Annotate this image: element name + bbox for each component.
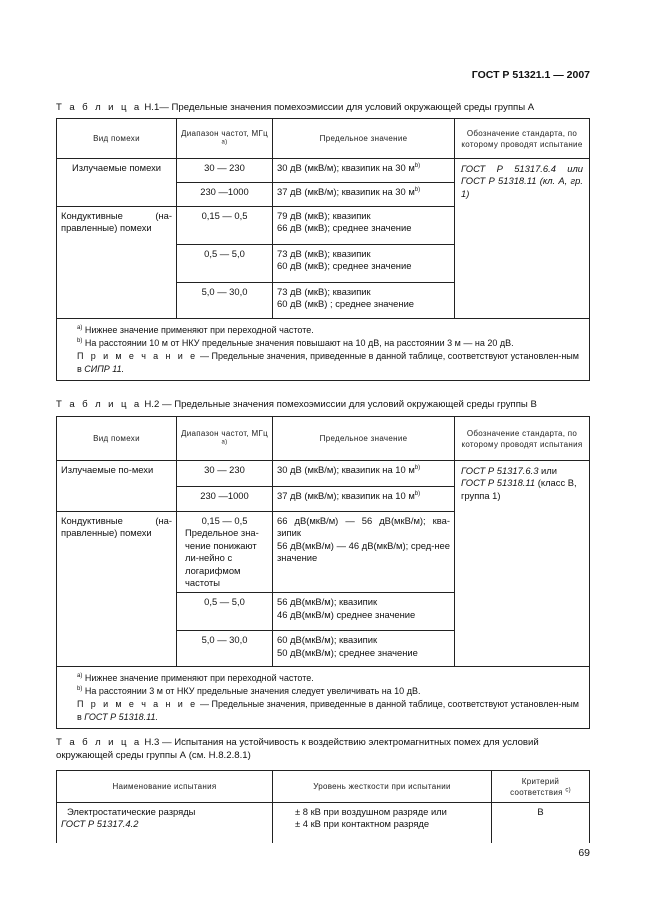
table3-caption-text: Н.3 — Испытания на устойчивость к воздействию электромагнитных помех для условий окружающей среды группы А (см. Н.8.2.8.1): [56, 737, 539, 761]
table2-caption-text: Н.2 — Предельные значения помехоэмиссии для условий окружающей среды группы В: [144, 399, 537, 410]
table1-freq-cell: 5,0 — 30,0: [177, 283, 273, 319]
table1-conducted-label: Кондуктивные (на-правленные) помехи: [57, 207, 177, 319]
table3-header-name: Наименование испытания: [57, 771, 273, 803]
table1: [56, 118, 590, 381]
table1-radiated-label: Излучаемые помехи: [57, 159, 177, 207]
table3-row-criterion: B: [492, 803, 590, 843]
table3-row-name: Электростатические разряды ГОСТ Р 51317.4.2: [57, 803, 273, 843]
table1-note-a: $^{а)}$ Нижнее значение применяют при переходной частоте.: [77, 325, 314, 335]
table1-limit-cell: 79 дВ (мкВ); квазипик 66 дВ (мкВ); среднее значение: [273, 207, 455, 245]
table1-note-b: $^{b)}$ На расстоянии 10 м от НКУ предельные значения повышают на 10 дВ, на расстоянии 3 м — на 20 дВ.: [77, 338, 514, 348]
table1-limit-cell: 73 дВ (мкВ); квазипик 60 дВ (мкВ); среднее значение: [273, 245, 455, 283]
table1-limit-cell: 37 дВ (мкВ/м); квазипик на 30 $м^{b)}$: [273, 183, 455, 207]
page-number: 69: [578, 847, 590, 859]
table2-freq-cell: 30 — 230: [177, 461, 273, 487]
table2-conducted-label: Кондуктивные (на-правленные) помехи: [57, 512, 177, 667]
table2-remark: П р и м е ч а н и е — Предельные значения, приведенные в данной таблице, соответствуют установлен-ным в ГОСТ Р 51318.11.: [77, 699, 579, 723]
table2-note-a: $^{а)}$ Нижнее значение применяют при переходной частоте.: [77, 673, 314, 684]
table1-freq-cell: 0,5 — 5,0: [177, 245, 273, 283]
table1-header-type: Вид помехи: [57, 119, 177, 159]
table2-limit-cell: 30 дВ (мкВ/м); квазипик на 10 $м^{b)}$: [273, 461, 455, 487]
table1-header-standard: Обозначение стандарта, по которому проводят испытание: [455, 119, 590, 159]
table2-freq-cell: 230 —1000: [177, 487, 273, 512]
table1-freq-cell: 30 — 230: [177, 159, 273, 183]
table1-notes: [57, 319, 590, 381]
table2-limit-cell: 56 дВ(мкВ/м); квазипик 46 дВ(мкВ/м) среднее значение: [273, 593, 455, 631]
table1-limit-cell: 30 дВ (мкВ/м); квазипик на 30 $м^{b)}$: [273, 159, 455, 183]
table2-notes: [57, 667, 590, 729]
table2-limit-cell: 66 дВ(мкВ/м) — 56 дВ(мкВ/м); ква-зипик 56 дВ(мкВ/м) — 46 дВ(мкВ/м); сред-нее значение: [273, 512, 455, 593]
table2-header-standard: Обозначение стандарта, по которому проводят испытания: [455, 417, 590, 461]
table3-caption: [56, 736, 588, 762]
table3-header-criterion: Критерий соответствия $^{с)}$: [492, 771, 590, 803]
table2-caption-prefix: Т а б л и ц а: [56, 399, 142, 410]
table2-caption: [56, 398, 588, 411]
table2-header-limit: Предельное значение: [273, 417, 455, 461]
table1-limit-cell: 73 дВ (мкВ); квазипик 60 дВ (мкВ) ; среднее значение: [273, 283, 455, 319]
table1-remark: П р и м е ч а н и е — Предельные значения, приведенные в данной таблице, соответствуют установлен-ным в СИПР 11.: [77, 351, 579, 374]
table2-header-type: Вид помехи: [57, 417, 177, 461]
table1-caption: [56, 101, 588, 114]
table1-caption-prefix: Т а б л и ц а: [56, 102, 142, 113]
table3: [56, 770, 590, 843]
table1-freq-cell: 0,15 — 0,5: [177, 207, 273, 245]
table2-note-b: $^{b)}$ На расстоянии 3 м от НКУ предельные значения следует увеличивать на 10 дВ.: [77, 686, 421, 697]
table1-freq-cell: 230 —1000: [177, 183, 273, 207]
table1-caption-text: Н.1— Предельные значения помехоэмиссии для условий окружающей среды группы А: [144, 102, 535, 113]
table2-freq-cell: 5,0 — 30,0: [177, 631, 273, 667]
table2-header-freq: Диапазон частот, МГц $^{а)}$: [177, 417, 273, 461]
table2-limit-cell: 37 дВ (мкВ/м); квазипик на 10 $м^{b)}$: [273, 487, 455, 512]
table1-header-limit: Предельное значение: [273, 119, 455, 159]
table2-radiated-label: Излучаемые по-мехи: [57, 461, 177, 512]
table1-standard-cell: ГОСТ Р 51317.6.4 или ГОСТ Р 51318.11 (кл. А, гр. 1): [455, 159, 590, 319]
table2: [56, 416, 590, 729]
table3-row-level: ± 8 кВ при воздушном разряде или ± 4 кВ при контактном разряде: [273, 803, 492, 843]
table2-standard-cell: ГОСТ Р 51317.6.3 или ГОСТ Р 51318.11 (класс В, группа 1): [455, 461, 590, 667]
document-id: ГОСТ Р 51321.1 — 2007: [471, 69, 590, 81]
table3-caption-prefix: Т а б л и ц а: [56, 737, 142, 748]
table2-freq-cell: 0,15 — 0,5 Предельное зна-чение понижают ли-нейно с логарифмом частоты: [177, 512, 273, 593]
table2-limit-cell: 60 дВ(мкВ/м); квазипик 50 дВ(мкВ/м); среднее значение: [273, 631, 455, 667]
table2-freq-cell: 0,5 — 5,0: [177, 593, 273, 631]
table1-header-freq: Диапазон частот, МГц $^{а)}$: [177, 119, 273, 159]
table3-header-level: Уровень жесткости при испытании: [273, 771, 492, 803]
